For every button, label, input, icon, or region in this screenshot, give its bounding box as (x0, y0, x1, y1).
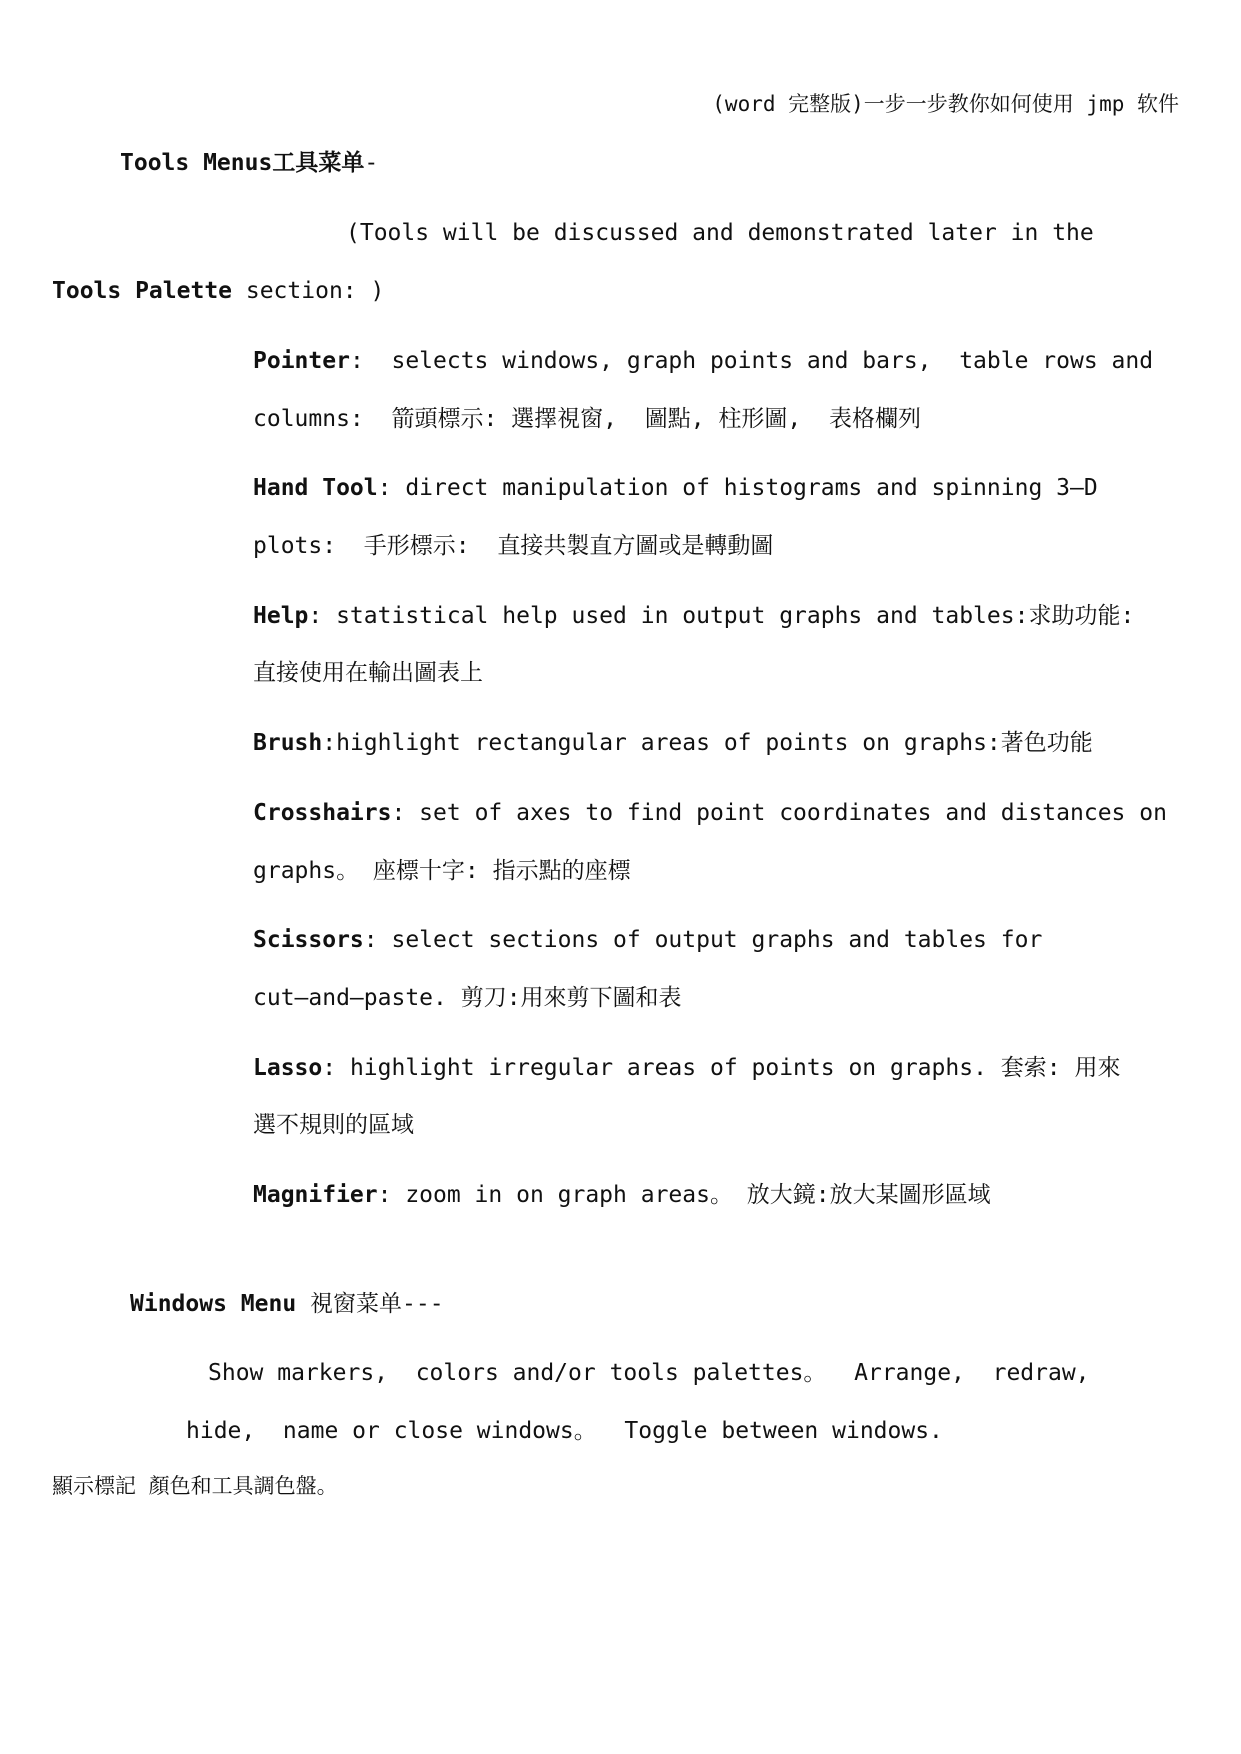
crosshairs-term: Crosshairs (253, 800, 392, 826)
tools-intro-line-1: (Tools will be discussed and demonstrated later in the (346, 220, 1094, 246)
tools-menu-heading-bold: Tools Menus工具菜单 (120, 150, 365, 176)
scissors-item-line-2: cut—and—paste. 剪刀:用來剪下圖和表 (253, 985, 682, 1011)
pointer-item-line-1 (253, 346, 1153, 376)
windows-menu-heading-bold: Windows Menu (130, 1291, 297, 1317)
brush-desc: :highlight rectangular areas of points on graphs:著色功能 (322, 730, 1093, 756)
tools-menu-heading (120, 148, 378, 178)
windows-menu-heading-rest: 視窗菜单--- (296, 1291, 444, 1317)
crosshairs-item-line-1 (253, 798, 1167, 828)
hand-tool-term: Hand Tool (253, 475, 378, 501)
pointer-item-line-2: columns: 箭頭標示: 選擇視窗, 圖點, 柱形圖, 表格欄列 (253, 406, 921, 432)
tools-menu-heading-rest: - (364, 150, 379, 176)
tools-intro-line-2 (52, 276, 384, 306)
brush-term: Brush (253, 730, 323, 756)
hand-tool-item-line-2: plots: 手形標示: 直接共製直方圖或是轉動圖 (253, 533, 774, 559)
brush-item-line-1 (253, 728, 1093, 758)
hand-tool-item-line-1 (253, 473, 1098, 503)
help-item-line-1 (253, 601, 1134, 631)
lasso-term: Lasso (253, 1055, 323, 1081)
crosshairs-item-line-2: graphs。 座標十字: 指示點的座標 (253, 858, 631, 884)
windows-menu-line-1: Show markers, colors and/or tools palettes。 Arrange, redraw, (208, 1360, 1090, 1386)
magnifier-desc: : zoom in on graph areas。 放大鏡:放大某圖形區域 (377, 1182, 991, 1208)
help-item-line-2: 直接使用在輸出圖表上 (253, 660, 483, 686)
windows-menu-heading (130, 1289, 444, 1319)
hand-tool-desc: : direct manipulation of histograms and spinning 3—D (377, 475, 1098, 501)
tools-intro-line-2-rest: section: ) (232, 278, 385, 304)
lasso-desc: : highlight irregular areas of points on graphs. 套索: 用來 (322, 1055, 1121, 1081)
scissors-item-line-1 (253, 925, 1042, 955)
pointer-desc: : selects windows, graph points and bars, table rows and (349, 348, 1154, 374)
lasso-item-line-1 (253, 1053, 1120, 1083)
windows-menu-line-3: 顯示標記 顏色和工具調色盤。 (52, 1474, 338, 1498)
page-header: (word 完整版)一步一步教你如何使用 jmp 软件 (712, 92, 1179, 116)
lasso-item-line-2: 選不規則的區域 (253, 1112, 414, 1138)
scissors-term: Scissors (253, 927, 364, 953)
tools-palette-term: Tools Palette (52, 278, 233, 304)
crosshairs-desc: : set of axes to find point coordinates and distances on (391, 800, 1167, 826)
magnifier-item-line-1 (253, 1180, 991, 1210)
help-term: Help (253, 603, 309, 629)
windows-menu-line-2: hide, name or close windows。 Toggle between windows. (186, 1418, 943, 1444)
pointer-term: Pointer (253, 348, 350, 374)
magnifier-term: Magnifier (253, 1182, 378, 1208)
scissors-desc: : select sections of output graphs and tables for (363, 927, 1043, 953)
help-desc: : statistical help used in output graphs and tables:求助功能: (308, 603, 1135, 629)
